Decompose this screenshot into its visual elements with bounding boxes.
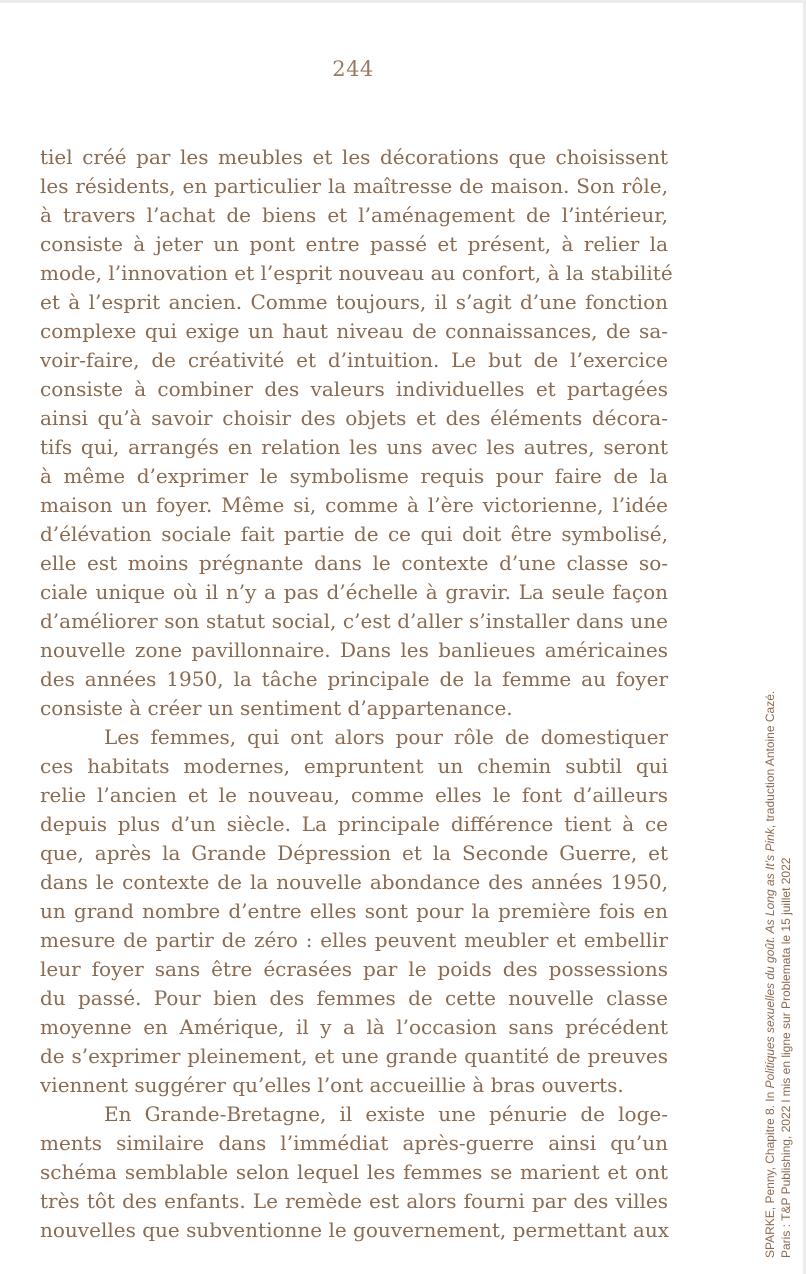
text-line: du passé. Pour bien des femmes de cette nouvelle classe [40,986,668,1010]
text-line: à même d’exprimer le symbolisme requis pour faire de la [40,464,668,488]
text-line: depuis plus d’un siècle. La principale différence tient à ce [40,812,668,836]
text-line: d’élévation sociale fait partie de ce qui doit être symbolisé, [40,522,668,546]
page-number: 244 [332,57,374,81]
text-line: un grand nombre d’entre elles sont pour la première fois en [40,899,668,923]
text-line: les résidents, en particulier la maîtresse de maison. Son rôle, [40,174,668,198]
text-line: elle est moins prégnante dans le contexte d’une classe so- [40,551,668,575]
text-line: de s’exprimer pleinement, et une grande quantité de preuves [40,1044,668,1068]
text-line: à travers l’achat de biens et l’aménagement de l’intérieur, [40,203,668,227]
paragraph-3 [40,1100,668,1245]
citation-line-2: Paris : T&P Publishing, 2022 l mis en ligne sur Problemata le 15 juillet 2022 [779,857,793,1258]
text-line: consiste à combiner des valeurs individuelles et partagées [40,377,668,401]
text-line: consiste à créer un sentiment d’appartenance. [40,696,513,720]
text-line: consiste à jeter un pont entre passé et présent, à relier la [40,232,668,256]
text-line: complexe qui exige un haut niveau de connaissances, de sa- [40,319,668,343]
text-line: et à l’esprit ancien. Comme toujours, il s’agit d’une fonction [40,290,668,314]
body-text [40,143,673,1245]
text-line: dans le contexte de la nouvelle abondance des années 1950, [40,870,668,894]
text-line: ciale unique où il n’y a pas d’échelle à gravir. La seule façon [40,580,668,604]
text-line: très tôt des enfants. Le remède est alors fourni par des villes [40,1189,668,1213]
citation-title: Politiques sexuelles du goût. As Long as It’s Pink [763,828,777,1089]
citation-prefix: SPARKE, Penny, Chapitre 8. In [763,1088,777,1258]
text-line: nouvelles que subventionne le gouvernement, permettant aux [40,1218,669,1242]
text-line: relie l’ancien et le nouveau, comme elles le font d’ailleurs [40,783,668,807]
text-line: ainsi qu’à savoir choisir des objets et des éléments décora- [40,406,668,430]
text-line: ces habitats modernes, empruntent un chemin subtil qui [40,754,668,778]
text-line: que, après la Grande Dépression et la Seconde Guerre, et [40,841,668,865]
text-line: d’améliorer son statut social, c’est d’aller s’installer dans une [40,609,668,633]
text-line: viennent suggérer qu’elles l’ont accueillie à bras ouverts. [40,1073,624,1097]
text-line: moyenne en Amérique, il y a là l’occasion sans précédent [40,1015,668,1039]
text-line: des années 1950, la tâche principale de la femme au foyer [40,667,668,691]
text-line: mode, l’innovation et l’esprit nouveau au confort, à la stabilité [40,261,673,285]
text-line: En Grande-Bretagne, il existe une pénurie de loge- [104,1102,668,1126]
text-line: tifs qui, arrangés en relation les uns avec les autres, seront [40,435,668,459]
text-line: leur foyer sans être écrasées par le poids des possessions [40,957,668,981]
citation-sidenote [762,518,794,1258]
citation-line-1 [762,518,778,1258]
text-line: Les femmes, qui ont alors pour rôle de domestiquer [104,725,668,749]
paragraph-2 [40,723,668,1100]
text-line: schéma semblable selon lequel les femmes se marient et ont [40,1160,668,1184]
page-top-edge [0,0,806,3]
citation-suffix: , traduction Antoine Cazé. [763,690,777,829]
text-line: maison un foyer. Même si, comme à l’ère victorienne, l’idée [40,493,668,517]
text-line: ments similaire dans l’immédiat après-guerre ainsi qu’un [40,1131,668,1155]
text-line: nouvelle zone pavillonnaire. Dans les banlieues américaines [40,638,668,662]
text-line: voir-faire, de créativité et d’intuition. Le but de l’exercice [40,348,668,372]
paragraph-1 [40,143,673,723]
text-line: mesure de partir de zéro : elles peuvent meubler et embellir [40,928,668,952]
text-line: tiel créé par les meubles et les décorations que choisissent [40,145,668,169]
